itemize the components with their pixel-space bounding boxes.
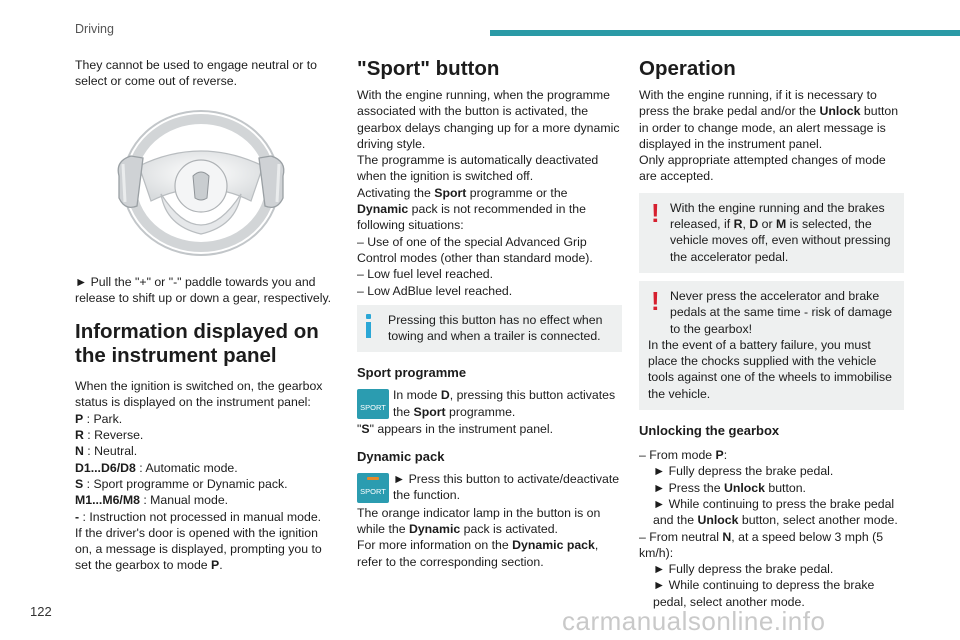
- sport-button-icon: SPORT: [357, 389, 389, 419]
- info-note-text: Pressing this button has no effect when towing and when a trailer is connected.: [388, 312, 603, 344]
- mode-item: P : Park.: [75, 411, 123, 426]
- header-accent-bar: [490, 30, 960, 36]
- warning-note-1-text: With the engine running and the brakes released, if R, D or M is selected, the vehicle moves off, even without pressing the accelerator pedal.: [670, 200, 891, 264]
- column-left: [75, 57, 335, 574]
- warning-note-1: [639, 193, 904, 273]
- from-neutral-n: – From neutral N, at a speed below 3 mph (5 km/h):: [639, 529, 884, 560]
- column-right: [639, 57, 904, 610]
- sport-paragraph-1: With the engine running, when the programme associated with the button is activated, the gearbox delays changing up for a more dynamic driving style.: [357, 88, 620, 151]
- section-title: Driving: [75, 22, 114, 36]
- dynamic-pack-row: [357, 471, 622, 505]
- mode-item: R : Reverse.: [75, 428, 144, 443]
- step-item: ► Fully depress the brake pedal.: [653, 464, 834, 479]
- from-mode-p: – From mode P:: [639, 448, 728, 463]
- dynamic-pack-text: ► Press this button to activate/deactivate the function.: [393, 471, 620, 503]
- sport-button-with-indicator-icon: SPORT: [357, 473, 389, 503]
- warning-icon: !: [651, 197, 660, 228]
- dynamic-reference-text: For more information on the Dynamic pack, refer to the corresponding section.: [357, 538, 599, 569]
- step-item: ► While continuing to depress the brake pedal, select another mode.: [653, 578, 875, 609]
- column-middle: [357, 57, 622, 570]
- mode-item: M1...M6/M8 : Manual mode.: [75, 493, 229, 508]
- mode-list: [75, 411, 335, 525]
- watermark: carmanualsonline.info: [562, 606, 826, 636]
- door-open-note: If the driver's door is opened with the ignition on, a message is displayed, prompting you to set the gearbox to mode P.: [75, 525, 322, 573]
- mode-item: S : Sport programme or Dynamic pack.: [75, 476, 288, 491]
- steering-wheel-paddles-illustration: [101, 106, 301, 260]
- list-item: – Low fuel level reached.: [357, 267, 494, 282]
- warning-note-2-battery: In the event of a battery failure, you must place the chocks supplied with the vehicle tools against one of the wheels to immobilise the vehicle.: [648, 337, 893, 401]
- info-note: [357, 305, 622, 353]
- section-heading-sport-button: "Sport" button: [357, 57, 500, 80]
- section-heading-instrument-panel: Information displayed on the instrument panel: [75, 320, 319, 368]
- info-icon: [366, 314, 371, 338]
- operation-paragraph-2: Only appropriate attempted changes of mode are accepted.: [639, 153, 886, 184]
- warning-note-2-text: Never press the accelerator and brake pedals at the same time - risk of damage to the gearbox!: [670, 288, 893, 336]
- warning-note-2: [639, 281, 904, 410]
- list-item: – Use of one of the special Advanced Grip Control modes (other than standard mode).: [357, 234, 593, 265]
- mode-item: N : Neutral.: [75, 444, 138, 459]
- warning-icon: !: [651, 285, 660, 316]
- sport-paragraph-2: The programme is automatically deactivated when the ignition is switched off.: [357, 153, 599, 184]
- paddle-instruction: ► Pull the "+" or "-" paddle towards you and release to shift up or down a gear, respectively.: [75, 274, 332, 305]
- dynamic-pack-heading: Dynamic pack: [357, 448, 445, 464]
- sport-paragraph-3: Activating the Sport programme or the Dynamic pack is not recommended in the following situations:: [357, 185, 586, 233]
- sport-programme-row: [357, 387, 622, 421]
- list-item: – Low AdBlue level reached.: [357, 283, 513, 298]
- step-item: ► Fully depress the brake pedal.: [653, 562, 834, 577]
- unlocking-heading: Unlocking the gearbox: [639, 423, 780, 439]
- step-item: ► Press the Unlock button.: [653, 480, 806, 495]
- dynamic-indicator-text: The orange indicator lamp in the button is on while the Dynamic pack is activated.: [357, 505, 601, 537]
- step-item: ► While continuing to press the brake pedal and the Unlock button, select another mode.: [653, 496, 898, 528]
- sport-indicator-text: "S" appears in the instrument panel.: [357, 422, 554, 437]
- section-heading-operation: Operation: [639, 57, 736, 80]
- mode-item: D1...D6/D8 : Automatic mode.: [75, 460, 238, 475]
- display-intro: When the ignition is switched on, the gearbox status is displayed on the instrument panel:: [75, 379, 323, 410]
- page-number: 122: [30, 604, 52, 619]
- paddle-intro: They cannot be used to engage neutral or to select or come out of reverse.: [75, 58, 318, 89]
- sport-programme-heading: Sport programme: [357, 365, 467, 381]
- operation-paragraph-1: With the engine running, if it is necessary to press the brake pedal and/or the Unlock button in order to change mode, an alert message is displayed in the instrument panel.: [639, 88, 899, 151]
- mode-item: - : Instruction not processed in manual mode.: [75, 509, 322, 524]
- sport-programme-text: In mode D, pressing this button activates the Sport programme.: [393, 388, 616, 419]
